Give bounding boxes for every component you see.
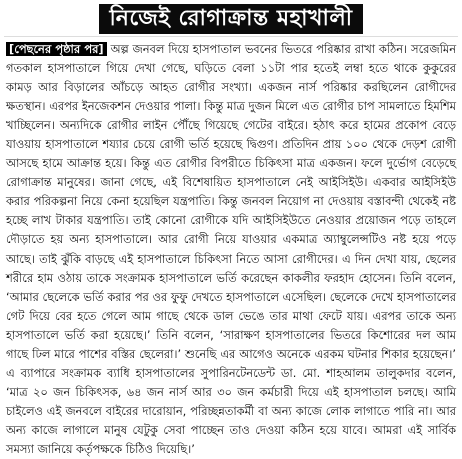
headline: নিজেই রোগাক্রান্ত মহাখালী [99,4,362,34]
article-text: অল্প জনবল দিয়ে হাসপাতাল ভবনের ভিতরে পরিষ্কার রাখা কঠিন। সরেজমিন গতকাল হাসপাতালে গিয়ে দেখা গেছে, ঘড়িতে বেলা ১১টা পার হতেই লম্বা হতে থাকে কুকুরের কামড় আর বিড়ালের আঁচড়ে আহত রোগীর সংখ্যা। একজন নার্স পরিষ্কার করছিলেন রোগীদের ক্ষতস্থান। এরপর ইনজেকশন দেওয়ার পালা। কিন্তু মাত্র দুজন মিলে এত রোগীর চাপ সামলাতে হিমশিম খাচ্ছিলেন। অন্যদিকে রোগীর লাইন পৌঁছে গিয়েছে গেটের বাইরে। হঠাৎ করে হামের প্রকোপ বেড়ে যাওয়ায় হাসপাতালে শয্যার চেয়ে রোগী ভর্তি হয়েছে দ্বিগুণ। প্রতিদিন প্রায় ১০০ থেকে দেড়শ রোগী আসছে হামে আক্রান্ত হয়ে। কিন্তু এত রোগীর বিপরীতে চিকিৎসা মাত্র একজন। ফলে দুর্ভোগ বেড়েছে রোগাক্রান্ত মানুষের। জানা গেছে, এই বিশেষায়িত হাসপাতালে নেই আইসিইউ। একবার আইসিইউ করার পরিকল্পনা নিয়ে কেনা হয়েছিল যন্ত্রপাতি। কিন্তু জনবল নিয়োগ না দেওয়ায় বস্তাবন্দী থেকেই নষ্ট হচ্ছে লাখ টাকার যন্ত্রপাতি। তাই কোনো রোগীকে যদি আইসিইউতে নেওয়ার প্রয়োজন পড়ে তাহলে দৌড়াতে হয় অন্য হাসপাতালে। আর রোগী নিয়ে যাওয়ার একমাত্র অ্যাম্বুলেন্সটিও নষ্ট হয়ে পড়ে আছে। তাই ঝুঁকি বাড়ছে এই হাসপাতালে চিকিৎসা নিতে আসা রোগীদের। এ দিন দেখা যায়, ছেলের শরীরে হাম ওঠায় তাকে সংক্রামক হাসপাতালে ভর্তি করেছেন কাকলীর ফরহাদ হোসেন। তিনি বলেন, ‘আমার ছেলেকে ভর্তি করার পর ওর ফুফু দেখতে হাসপাতালে এসেছিল। ছেলেকে দেখে হাসপাতালের গেট দিয়ে বের হতে গেলে আম গাছে থেকে ডাল ভেঙে তার মাথা ফেটে যায়। এরপর তাকে অন্য হাসপাতালে ভর্তি করা হয়েছে।’ তিনি বলেন, ‘সারাক্ষণ হাসপাতালের ভিতরে কিশোরের দল আম গাছে ঢিল মারে পাশের বস্তির ছেলেরা।’ শুনেছি এর আগেও অনেকে এরকম ঘটনার শিকার হয়েছেন।’ এ ব্যাপারে সংক্রামক ব্যাধি হাসপাতালের সুপারিনটেনডেন্ট ডা. মো. শাহআলম তালুকদার বলেন, ‘মাত্র ২০ জন চিকিৎসক, ৬৪ জন নার্স আর ৩০ জন কর্মচারী দিয়ে এই হাসপাতাল চলছে। আমি চাইলেও এই জনবলে বাইরের দারোয়ান, পরিচ্ছন্নতাকর্মী বা অন্য কাজে লোক লাগাতে পারি না। আর অন্য কাজে লাগালে মানুষ যেটুকু সেবা পাচ্ছেন তাও দেওয়া কঠিন হয়ে যাবে। আমরা এই সার্বিক সমস্যা জানিয়ে কর্তৃপক্ষকে চিঠিও দিয়েছি।’ [6,42,456,456]
continued-from-label: [পেছনের পৃষ্ঠার পর] [6,42,107,56]
newspaper-clipping [0,2,462,455]
article-body [4,40,458,459]
headline-banner [4,2,458,37]
